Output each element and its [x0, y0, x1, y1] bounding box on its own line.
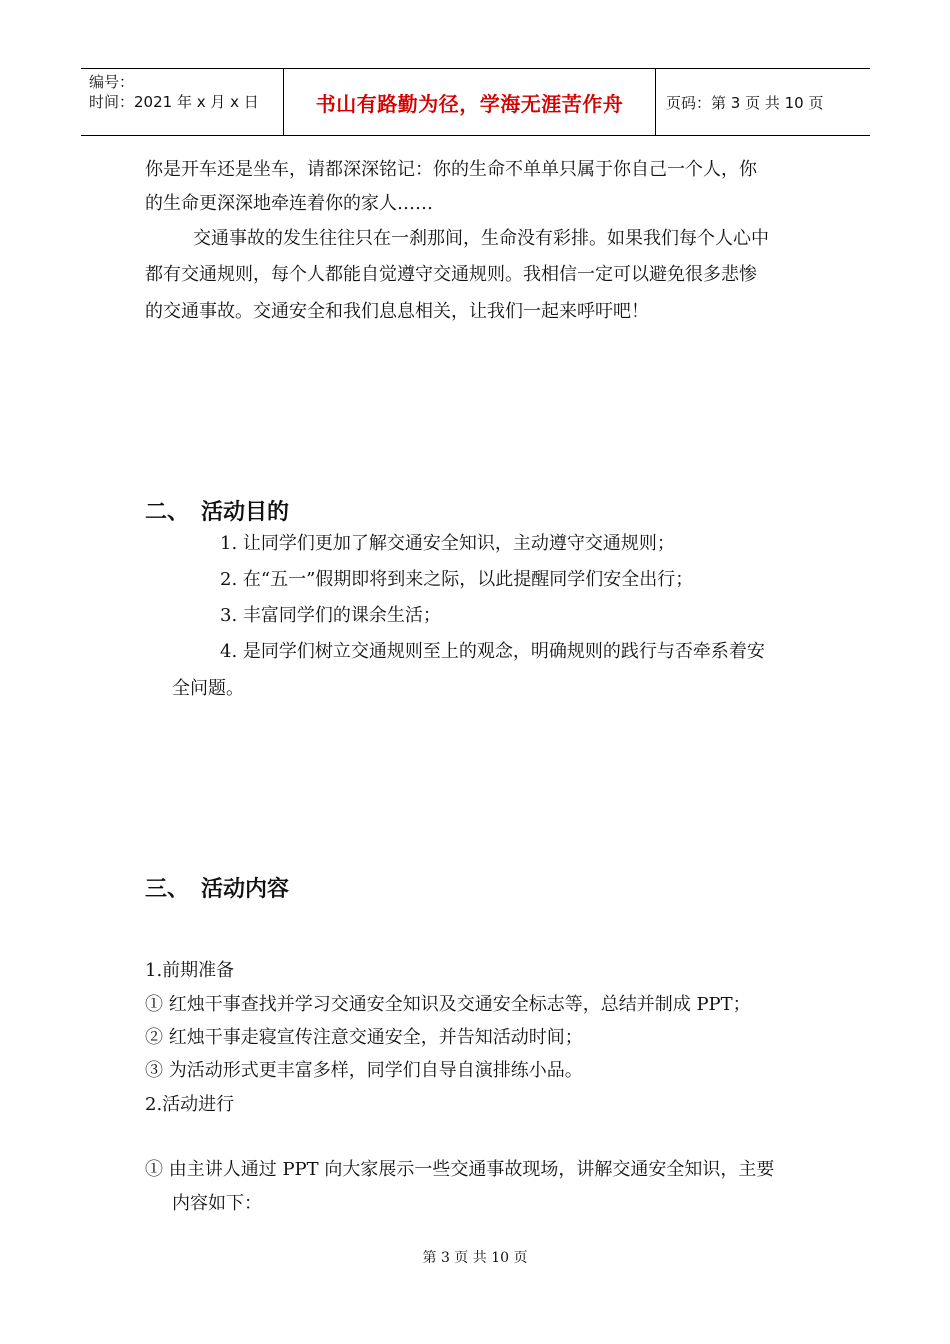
purpose-item-1: 1. 让同学们更加了解交通安全知识，主动遵守交通规则；	[220, 533, 675, 554]
prep-item-1: ① 红烛干事查找并学习交通安全知识及交通安全标志等，总结并制成 PPT；	[145, 994, 751, 1015]
section-2-title: 活动目的	[201, 500, 290, 525]
process-subheading: 2.活动进行	[145, 1094, 235, 1115]
prep-item-3: ③ 为活动形式更丰富多样，同学们自导自演排练小品。	[145, 1060, 583, 1081]
page-footer: 第 3 页 共 10 页	[422, 1250, 528, 1266]
header-page-cell	[656, 69, 870, 135]
prep-item-2: ② 红烛干事走寝宣传注意交通安全，并告知活动时间；	[145, 1027, 583, 1048]
document-date-label: 时间：2021 年 x 月 x 日	[89, 93, 259, 111]
intro-line-3: 交通事故的发生往往只在一刹那间，生命没有彩排。如果我们每个人心中	[193, 228, 769, 249]
intro-line-1: 你是开车还是坐车，请都深深铭记：你的生命不单单只属于你自己一个人，你	[145, 159, 757, 180]
header-motto-cell	[283, 69, 656, 135]
document-number-label: 编号：	[89, 73, 135, 91]
page-header	[81, 68, 870, 136]
prep-subheading: 1.前期准备	[145, 960, 235, 981]
intro-line-2: 的生命更深深地牵连着你的家人……	[145, 193, 433, 214]
process-item-1: ① 由主讲人通过 PPT 向大家展示一些交通事故现场，讲解交通安全知识，主要	[145, 1159, 775, 1180]
header-meta-cell	[81, 69, 283, 135]
section-2-number: 二、	[145, 500, 190, 525]
intro-line-4: 都有交通规则，每个人都能自觉遵守交通规则。我相信一定可以避免很多悲惨	[145, 264, 757, 285]
section-3-heading	[145, 872, 289, 903]
intro-line-5: 的交通事故。交通安全和我们息息相关，让我们一起来呼吁吧！	[145, 301, 649, 322]
section-3-number: 三、	[145, 877, 190, 902]
header-page-info: 页码：第 3 页 共 10 页	[666, 93, 824, 112]
header-motto: 书山有路勤为径，学海无涯苦作舟	[315, 91, 624, 116]
process-item-1-cont: 内容如下：	[172, 1193, 262, 1214]
section-2-heading	[145, 495, 289, 526]
purpose-item-4: 4. 是同学们树立交通规则至上的观念，明确规则的践行与否牵系着安	[220, 641, 765, 662]
purpose-item-3: 3. 丰富同学们的课余生活；	[220, 605, 441, 626]
purpose-item-2: 2. 在“五一”假期即将到来之际，以此提醒同学们安全出行；	[220, 569, 694, 590]
section-3-title: 活动内容	[201, 877, 290, 902]
purpose-item-4-cont: 全问题。	[172, 678, 244, 699]
